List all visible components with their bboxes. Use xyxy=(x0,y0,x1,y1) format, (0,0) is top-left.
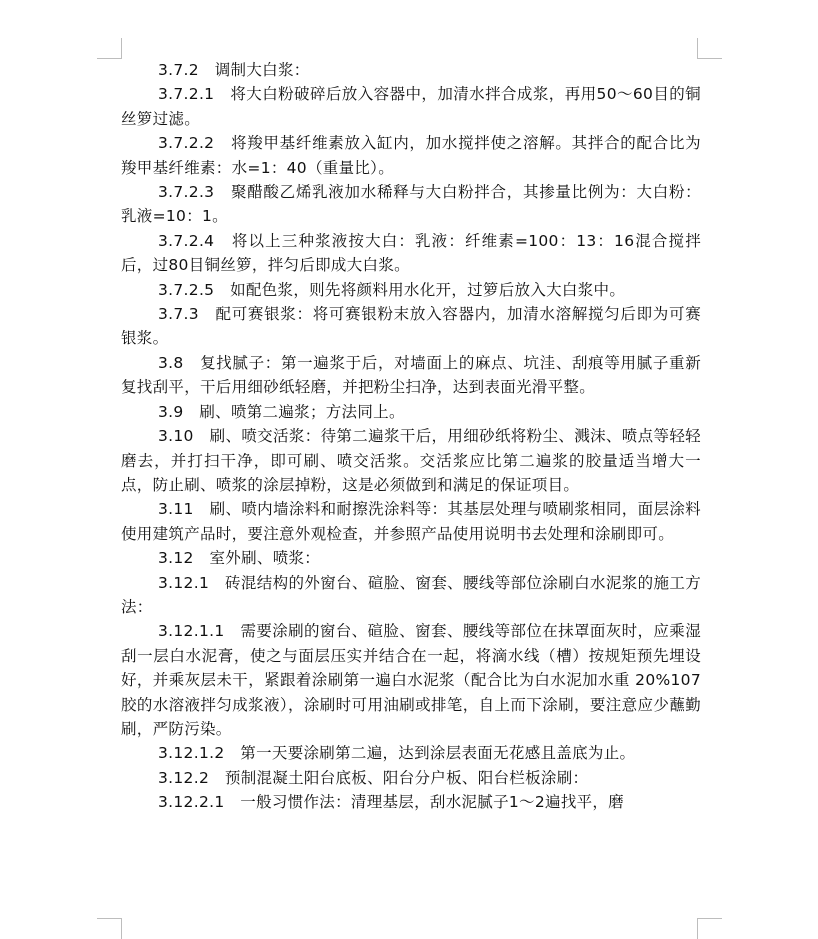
paragraph-3-7-2-3: 3.7.2.3 聚醋酸乙烯乳液加水稀释与大白粉拌合，其掺量比例为：大白粉：乳液=10：1。 xyxy=(121,183,701,226)
paragraph-3-8: 3.8 复找腻子：第一遍浆于后，对墙面上的麻点、坑洼、刮痕等用腻子重新复找刮平，干后用细砂纸轻磨，并把粉尘扫净，达到表面光滑平整。 xyxy=(121,353,701,397)
page-corner-mark-top-right xyxy=(697,38,722,59)
page-corner-mark-top-left xyxy=(97,38,122,59)
paragraph-3-12-1-1: 3.12.1.1 需要涂刷的窗台、碹脸、窗套、腰线等部位在抹罩面灰时，应乘湿刮一层白水泥膏，使之与面层压实并结合在一起，将滴水线（槽）按规矩预先埋设好，并乘灰层未干，紧跟着涂刷第一遍白水泥浆（配合比为白水泥加水重 20%107胶的水溶液拌匀成浆液），涂刷时可用油刷或排笔，自上而下涂刷，要注意应少蘸勤刷，严防污染。 xyxy=(121,622,701,738)
paragraph-3-9: 3.9 刷、喷第二遍浆；方法同上。 xyxy=(158,402,405,421)
paragraph-3-12-1: 3.12.1 砖混结构的外窗台、碹脸、窗套、腰线等部位涂刷白水泥浆的施工方法： xyxy=(121,573,701,616)
paragraph-3-10: 3.10 刷、喷交活浆：待第二遍浆干后，用细砂纸将粉尘、溅沫、喷点等轻轻磨去，并打扫干净，即可刷、喷交活浆。交活浆应比第二遍浆的胶量适当增大一点，防止刷、喷浆的涂层掉粉，这是必须做到和满足的保证项目。 xyxy=(121,427,701,494)
paragraph-3-7-2-1: 3.7.2.1 将大白粉破碎后放入容器中，加清水拌合成浆，再用50～60目的铜丝箩过滤。 xyxy=(121,85,701,128)
paragraph-3-7-2: 3.7.2 调制大白浆： xyxy=(158,61,310,79)
paragraph-3-12-2-1: 3.12.2.1 一般习惯作法：清理基层，刮水泥腻子1～2遍找平，磨 xyxy=(158,793,625,812)
paragraph-3-12: 3.12 室外刷、喷浆： xyxy=(158,549,321,568)
paragraph-3-7-2-5: 3.7.2.5 如配色浆，则先将颜料用水化开，过箩后放入大白浆中。 xyxy=(158,280,626,299)
paragraph-3-7-2-4: 3.7.2.4 将以上三种浆液按大白：乳液：纤维素=100：13：16混合搅拌后，过80目铜丝箩，拌匀后即成大白浆。 xyxy=(121,231,701,275)
paragraph-3-12-1-2: 3.12.1.2 第一天要涂刷第二遍，达到涂层表面无花感且盖底为止。 xyxy=(158,744,636,763)
paragraph-3-7-3: 3.7.3 配可赛银浆：将可赛银粉末放入容器内，加清水溶解搅匀后即为可赛银浆。 xyxy=(121,305,701,348)
document-body xyxy=(121,58,701,815)
paragraph-3-11: 3.11 刷、喷内墙涂料和耐擦洗涂料等：其基层处理与喷刷浆相同，面层涂料使用建筑产品时，要注意外观检查，并参照产品使用说明书去处理和涂刷即可。 xyxy=(121,500,701,543)
page-corner-mark-bottom-left xyxy=(97,918,122,939)
paragraph-3-12-2: 3.12.2 预制混凝土阳台底板、阳台分户板、阳台栏板涂刷： xyxy=(158,768,589,787)
paragraph-3-7-2-2: 3.7.2.2 将羧甲基纤维素放入缸内，加水搅拌使之溶解。其拌合的配合比为羧甲基纤维素：水=1：40（重量比）。 xyxy=(121,134,701,177)
page-corner-mark-bottom-right xyxy=(697,918,722,939)
